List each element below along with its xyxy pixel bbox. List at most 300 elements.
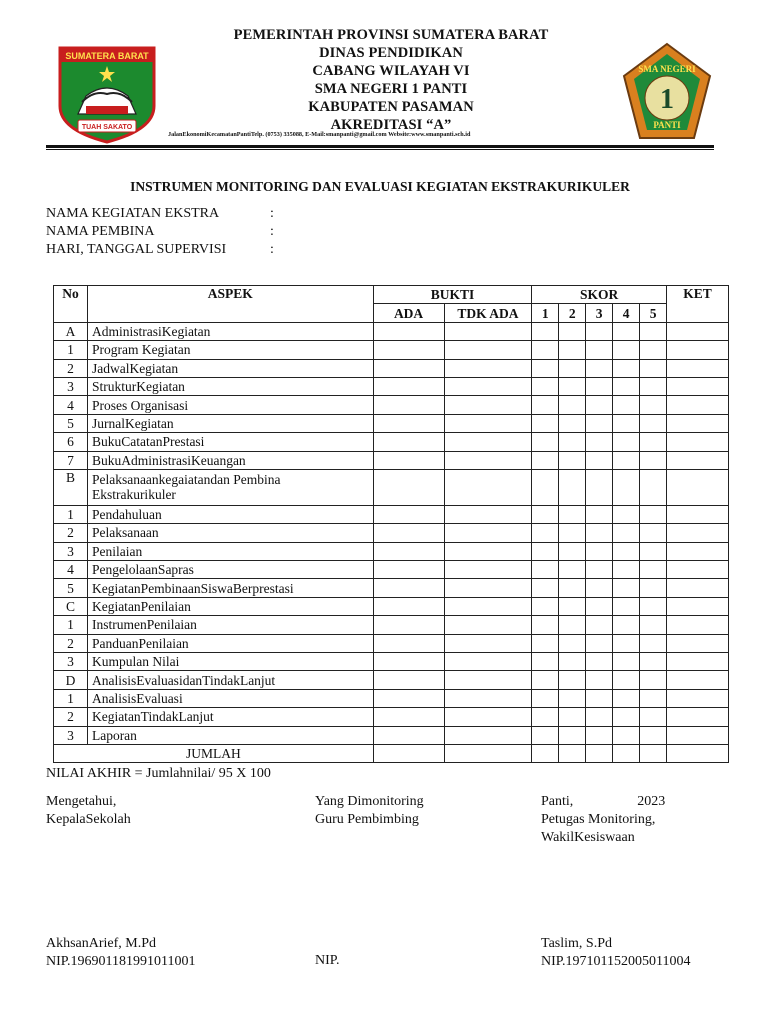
skor-cell[interactable] [586,377,613,395]
skor-cell[interactable] [532,469,559,505]
table-row [54,433,729,451]
skor-cell[interactable] [640,744,667,762]
table-row [54,616,729,634]
skor-cell[interactable] [640,708,667,726]
info-colon: : [270,224,274,239]
header-line: SMA NEGERI 1 PANTI [314,81,468,97]
skor-cell[interactable] [613,322,640,340]
signer-name: Taslim, S.Pd [541,936,612,951]
skor-cell[interactable] [532,726,559,744]
skor-cell[interactable] [532,433,559,451]
info-label: NAMA PEMBINA [46,224,155,239]
ada-cell[interactable] [373,689,444,707]
row-aspek: BukuCatatanPrestasi [87,433,373,451]
skor-cell[interactable] [532,634,559,652]
skor-cell[interactable] [559,726,586,744]
signer-name: AkhsanArief, M.Pd [46,936,157,951]
skor-cell[interactable] [640,359,667,377]
skor-cell[interactable] [613,542,640,560]
table-row [54,653,729,671]
info-fields [46,205,280,259]
row-aspek: PengelolaanSapras [87,561,373,579]
skor-cell[interactable] [532,744,559,762]
row-no: 4 [54,561,88,579]
skor-cell[interactable] [559,634,586,652]
skor-cell[interactable] [640,579,667,597]
row-aspek: Proses Organisasi [87,396,373,414]
skor-cell[interactable] [613,597,640,615]
skor-cell[interactable] [613,469,640,505]
section-no: C [54,597,88,615]
skor-cell[interactable] [586,616,613,634]
total-row [54,744,729,762]
ada-cell[interactable] [373,653,444,671]
skor-cell[interactable] [640,689,667,707]
ket-cell[interactable] [667,542,729,560]
row-aspek: Penilaian [87,542,373,560]
info-row [46,223,280,241]
skor-cell[interactable] [586,597,613,615]
skor-cell[interactable] [532,616,559,634]
ada-cell[interactable] [373,322,444,340]
skor-cell[interactable] [586,671,613,689]
ket-cell[interactable] [667,322,729,340]
logo-right-top-text: SMA NEGERI [638,64,696,74]
ada-cell[interactable] [373,708,444,726]
letterhead-text [170,26,612,134]
row-no: 5 [54,579,88,597]
ada-cell[interactable] [373,469,444,505]
skor-cell[interactable] [532,671,559,689]
table-row [54,396,729,414]
row-no: 3 [54,653,88,671]
skor-cell[interactable] [586,726,613,744]
row-aspek: Pendahuluan [87,505,373,523]
skor-cell[interactable] [640,451,667,469]
col-no-header: No [54,286,88,323]
signature-headmaster [46,793,131,829]
skor-cell[interactable] [640,542,667,560]
tdk-ada-cell[interactable] [444,396,532,414]
skor-cell[interactable] [586,634,613,652]
signature-line: WakilKesiswaan [541,830,635,845]
info-colon: : [270,206,274,221]
skor-cell[interactable] [613,708,640,726]
skor-cell[interactable] [532,414,559,432]
signature-line: KepalaSekolah [46,812,131,827]
ada-cell[interactable] [373,561,444,579]
signature-monitor [541,793,665,847]
skor-cell[interactable] [586,451,613,469]
table-row [54,689,729,707]
skor-cell[interactable] [586,561,613,579]
row-aspek: BukuAdministrasiKeuangan [87,451,373,469]
row-aspek: KegiatanTindakLanjut [87,708,373,726]
ket-cell[interactable] [667,708,729,726]
row-no: 3 [54,726,88,744]
skor-cell[interactable] [586,542,613,560]
ada-cell[interactable] [373,359,444,377]
skor-cell[interactable] [640,561,667,579]
skor-cell[interactable] [559,561,586,579]
skor-cell[interactable] [640,322,667,340]
skor-cell[interactable] [559,708,586,726]
col-skor-1-header: 1 [532,304,559,322]
tdk-ada-cell[interactable] [444,524,532,542]
section-title-line: Pelaksanaankegaiatandan Pembina [91,472,281,488]
signature-teacher [315,793,424,829]
ada-cell[interactable] [373,579,444,597]
tdk-ada-cell[interactable] [444,689,532,707]
tdk-ada-cell[interactable] [444,671,532,689]
row-aspek: KegiatanPembinaanSiswaBerprestasi [87,579,373,597]
tdk-ada-cell[interactable] [444,414,532,432]
row-aspek: Program Kegiatan [87,341,373,359]
ada-cell[interactable] [373,634,444,652]
skor-cell[interactable] [640,414,667,432]
tdk-ada-cell[interactable] [444,377,532,395]
tdk-ada-cell[interactable] [444,579,532,597]
ada-cell[interactable] [373,744,444,762]
row-no: 6 [54,433,88,451]
row-aspek: JadwalKegiatan [87,359,373,377]
table-row [54,579,729,597]
row-no: 2 [54,359,88,377]
ket-cell[interactable] [667,396,729,414]
row-no: 1 [54,616,88,634]
row-no: 3 [54,377,88,395]
section-no: A [54,322,88,340]
section-title [87,469,373,505]
ket-cell[interactable] [667,451,729,469]
ket-cell[interactable] [667,505,729,523]
skor-cell[interactable] [532,505,559,523]
skor-cell[interactable] [640,726,667,744]
skor-cell[interactable] [586,396,613,414]
section-title: AnalisisEvaluasidanTindakLanjut [87,671,373,689]
ket-cell[interactable] [667,561,729,579]
skor-cell[interactable] [613,616,640,634]
signature-date [541,793,665,811]
header-line: KABUPATEN PASAMAN [308,99,474,115]
skor-cell[interactable] [640,396,667,414]
skor-cell[interactable] [586,579,613,597]
document-title: INSTRUMEN MONITORING DAN EVALUASI KEGIATAN EKSTRAKURIKULER [130,179,630,194]
header-divider-thin [46,149,714,150]
section-title: AdministrasiKegiatan [87,322,373,340]
row-aspek: Pelaksanaan [87,524,373,542]
skor-cell[interactable] [559,671,586,689]
table-row [54,542,729,560]
skor-cell[interactable] [613,505,640,523]
sumatera-barat-emblem-icon [56,44,158,144]
table-header-row [54,286,729,304]
row-aspek: PanduanPenilaian [87,634,373,652]
signature-line: Guru Pembimbing [315,812,419,827]
skor-cell[interactable] [559,689,586,707]
section-no: D [54,671,88,689]
skor-cell[interactable] [532,597,559,615]
skor-cell[interactable] [586,524,613,542]
ada-cell[interactable] [373,542,444,560]
skor-cell[interactable] [640,341,667,359]
row-aspek: StrukturKegiatan [87,377,373,395]
skor-cell[interactable] [559,322,586,340]
header-line: CABANG WILAYAH VI [312,63,470,79]
skor-cell[interactable] [640,524,667,542]
section-row [54,322,729,340]
skor-cell[interactable] [559,597,586,615]
row-no: 2 [54,634,88,652]
col-skor-header: SKOR [532,286,667,304]
header-divider [46,145,714,148]
skor-cell[interactable] [532,322,559,340]
ada-cell[interactable] [373,505,444,523]
col-aspek-header: ASPEK [87,286,373,323]
skor-cell[interactable] [559,505,586,523]
tdk-ada-cell[interactable] [444,505,532,523]
section-title-line: Ekstrakurikuler [91,487,176,503]
skor-cell[interactable] [559,451,586,469]
table-row [54,341,729,359]
skor-cell[interactable] [532,359,559,377]
tdk-ada-cell[interactable] [444,561,532,579]
skor-cell[interactable] [586,653,613,671]
teacher-nip: NIP. [315,953,340,968]
tdk-ada-cell[interactable] [444,726,532,744]
ket-cell[interactable] [667,433,729,451]
col-skor-5-header: 5 [640,304,667,322]
signer-nip: NIP.196901181991011001 [46,954,196,969]
info-row [46,241,280,259]
skor-cell[interactable] [613,433,640,451]
col-skor-3-header: 3 [586,304,613,322]
skor-cell[interactable] [586,433,613,451]
skor-cell[interactable] [640,634,667,652]
tdk-ada-cell[interactable] [444,616,532,634]
skor-cell[interactable] [532,451,559,469]
ket-cell[interactable] [667,689,729,707]
tdk-ada-cell[interactable] [444,653,532,671]
skor-cell[interactable] [613,653,640,671]
tdk-ada-cell[interactable] [444,451,532,469]
col-ada-header: ADA [373,304,444,322]
skor-cell[interactable] [532,341,559,359]
row-no: 1 [54,505,88,523]
ada-cell[interactable] [373,433,444,451]
section-row [54,597,729,615]
row-no: 5 [54,414,88,432]
ket-cell[interactable] [667,671,729,689]
tdk-ada-cell[interactable] [444,542,532,560]
skor-cell[interactable] [613,561,640,579]
final-score-formula: NILAI AKHIR = Jumlahnilai/ 95 X 100 [46,766,271,781]
monitor-name-block [541,935,690,971]
ada-cell[interactable] [373,524,444,542]
total-label: JUMLAH [54,744,374,762]
skor-cell[interactable] [586,414,613,432]
skor-cell[interactable] [559,616,586,634]
ket-cell[interactable] [667,653,729,671]
tdk-ada-cell[interactable] [444,469,532,505]
skor-cell[interactable] [613,396,640,414]
table-row [54,524,729,542]
table-row [54,634,729,652]
table-row [54,726,729,744]
skor-cell[interactable] [559,377,586,395]
tdk-ada-cell[interactable] [444,359,532,377]
info-colon: : [270,242,274,257]
signature-line: Mengetahui, [46,794,117,809]
skor-cell[interactable] [613,634,640,652]
skor-cell[interactable] [613,726,640,744]
skor-cell[interactable] [559,396,586,414]
tdk-ada-cell[interactable] [444,708,532,726]
ada-cell[interactable] [373,726,444,744]
row-no: 4 [54,396,88,414]
skor-cell[interactable] [532,542,559,560]
skor-cell[interactable] [613,671,640,689]
row-no: 3 [54,542,88,560]
skor-cell[interactable] [559,414,586,432]
skor-cell[interactable] [613,414,640,432]
ket-cell[interactable] [667,524,729,542]
logo-right-number: 1 [660,84,674,115]
table-row [54,708,729,726]
skor-cell[interactable] [586,322,613,340]
tdk-ada-cell[interactable] [444,744,532,762]
signature-line: Yang Dimonitoring [315,794,424,809]
ket-cell[interactable] [667,616,729,634]
section-no: B [54,469,88,505]
headmaster-name-block [46,935,195,971]
tdk-ada-cell[interactable] [444,322,532,340]
table-row [54,414,729,432]
skor-cell[interactable] [613,524,640,542]
ada-cell[interactable] [373,616,444,634]
skor-cell[interactable] [640,653,667,671]
skor-cell[interactable] [586,708,613,726]
skor-cell[interactable] [586,341,613,359]
ket-cell[interactable] [667,744,729,762]
col-bukti-header: BUKTI [373,286,532,304]
ket-cell[interactable] [667,597,729,615]
ket-cell[interactable] [667,634,729,652]
skor-cell[interactable] [559,653,586,671]
skor-cell[interactable] [586,744,613,762]
skor-cell[interactable] [613,744,640,762]
skor-cell[interactable] [640,597,667,615]
skor-cell[interactable] [586,689,613,707]
col-tdk-ada-header: TDK ADA [444,304,532,322]
skor-cell[interactable] [586,359,613,377]
skor-cell[interactable] [559,341,586,359]
ada-cell[interactable] [373,451,444,469]
ket-cell[interactable] [667,359,729,377]
skor-cell[interactable] [559,542,586,560]
signature-line: Petugas Monitoring, [541,812,656,827]
ada-cell[interactable] [373,671,444,689]
skor-cell[interactable] [532,377,559,395]
skor-cell[interactable] [640,433,667,451]
skor-cell[interactable] [532,689,559,707]
row-no: 1 [54,341,88,359]
ada-cell[interactable] [373,377,444,395]
info-row [46,205,280,223]
ada-cell[interactable] [373,414,444,432]
sma-negeri-1-panti-logo-icon [622,42,712,142]
skor-cell[interactable] [559,524,586,542]
ket-cell[interactable] [667,469,729,505]
skor-cell[interactable] [559,433,586,451]
tdk-ada-cell[interactable] [444,433,532,451]
ket-cell[interactable] [667,377,729,395]
skor-cell[interactable] [532,653,559,671]
row-no: 2 [54,524,88,542]
skor-cell[interactable] [532,524,559,542]
header-line: PEMERINTAH PROVINSI SUMATERA BARAT [233,27,549,43]
skor-cell[interactable] [613,341,640,359]
table-row [54,377,729,395]
logo-left-bottom-text: TUAH SAKATO [81,124,133,131]
skor-cell[interactable] [559,359,586,377]
row-aspek: InstrumenPenilaian [87,616,373,634]
ket-cell[interactable] [667,341,729,359]
ada-cell[interactable] [373,396,444,414]
ket-cell[interactable] [667,579,729,597]
section-row [54,469,729,505]
skor-cell[interactable] [640,616,667,634]
skor-cell[interactable] [613,689,640,707]
skor-cell[interactable] [640,469,667,505]
table-row [54,359,729,377]
skor-cell[interactable] [586,505,613,523]
skor-cell[interactable] [613,377,640,395]
skor-cell[interactable] [613,359,640,377]
row-no: 1 [54,689,88,707]
table-row [54,451,729,469]
skor-cell[interactable] [532,396,559,414]
signer-nip: NIP.197101152005011004 [541,954,691,969]
skor-cell[interactable] [532,579,559,597]
skor-cell[interactable] [532,561,559,579]
ket-cell[interactable] [667,414,729,432]
skor-cell[interactable] [613,579,640,597]
skor-cell[interactable] [640,505,667,523]
signature-place: Panti, [541,794,574,809]
row-aspek: Kumpulan Nilai [87,653,373,671]
skor-cell[interactable] [640,671,667,689]
ket-cell[interactable] [667,726,729,744]
header-line: DINAS PENDIDIKAN [319,45,463,61]
tdk-ada-cell[interactable] [444,341,532,359]
skor-cell[interactable] [640,377,667,395]
logo-right-bottom-text: PANTI [653,120,681,130]
section-row [54,671,729,689]
skor-cell[interactable] [613,451,640,469]
header-line: AKREDITASI “A” [330,117,452,133]
skor-cell[interactable] [586,469,613,505]
skor-cell[interactable] [532,708,559,726]
tdk-ada-cell[interactable] [444,597,532,615]
skor-cell[interactable] [559,744,586,762]
tdk-ada-cell[interactable] [444,634,532,652]
skor-cell[interactable] [559,579,586,597]
ada-cell[interactable] [373,341,444,359]
col-skor-4-header: 4 [613,304,640,322]
skor-cell[interactable] [559,469,586,505]
ada-cell[interactable] [373,597,444,615]
